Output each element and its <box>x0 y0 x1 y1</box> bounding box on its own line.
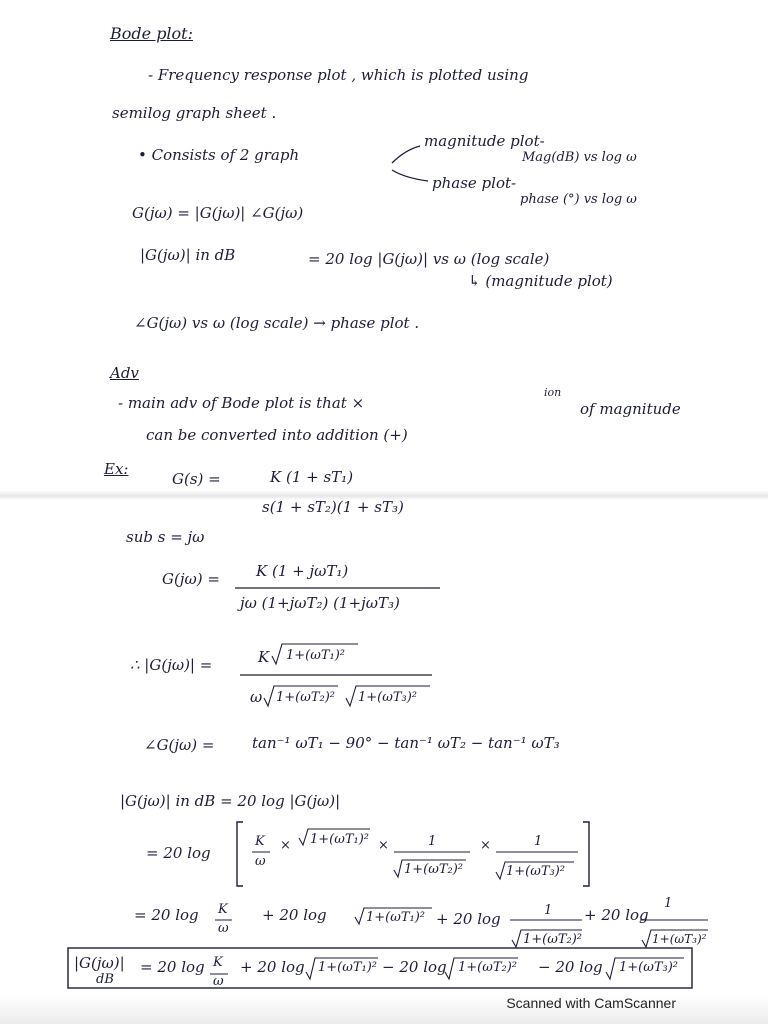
adv-heading: Adv <box>110 364 139 382</box>
sum-k: K <box>218 902 228 917</box>
expand-left: = 20 log <box>146 844 211 862</box>
final-rest-3: − 20 log <box>538 958 603 976</box>
g-polar-form: G(jω) = |G(jω)| ∠G(jω) <box>132 204 304 222</box>
consists-line: • Consists of 2 graph <box>138 146 300 164</box>
expand-denominator-2: 1+(ωT₃)² <box>506 864 566 879</box>
gs-left: G(s) = <box>172 470 221 488</box>
expand-times-1: × <box>280 838 291 853</box>
scanner-watermark: Scanned with CamScanner <box>506 995 676 1011</box>
expand-one-1: 1 <box>428 834 437 849</box>
intro-line-2: semilog graph sheet . <box>112 104 277 122</box>
substitution-line: sub s = jω <box>126 528 205 546</box>
sum-mid: + 20 log <box>262 906 327 924</box>
branch-phase-desc: phase (°) vs log ω <box>520 192 637 207</box>
gjw-left: G(jω) = <box>162 570 220 588</box>
final-db: dB <box>96 972 114 987</box>
sum-denominator-1: 1+(ωT₂)² <box>523 932 583 947</box>
phase-line: ∠G(jω) vs ω (log scale) → phase plot . <box>134 314 420 332</box>
final-k: K <box>213 955 223 970</box>
expand-denominator-1: 1+(ωT₂)² <box>404 862 464 877</box>
example-label: Ex: <box>104 460 129 478</box>
expand-one-2: 1 <box>534 834 543 849</box>
intro-line-1: - Frequency response plot , which is plotted using <box>148 66 529 84</box>
adv-superscript: ion <box>544 386 562 399</box>
mag-db-arrow: ↳ (magnitude plot) <box>468 272 613 290</box>
abs-denominator-w: ω <box>250 688 263 706</box>
branch-phase: phase plot- <box>432 174 517 192</box>
gjw-denominator: jω (1+jωT₂) (1+jωT₃) <box>240 594 400 612</box>
adv-line-1: - main adv of Bode plot is that × <box>118 394 365 412</box>
final-radicand-2: 1+(ωT₂)² <box>458 960 518 975</box>
abs-denominator-radicand-1: 1+(ωT₂)² <box>276 690 336 705</box>
sum-plus-3: + 20 log <box>584 906 649 924</box>
expand-radicand: 1+(ωT₁)² <box>310 832 370 847</box>
final-radicand-3: 1+(ωT₃)² <box>619 960 679 975</box>
gjw-numerator: K (1 + jωT₁) <box>256 562 349 580</box>
branch-magnitude-desc: Mag(dB) vs log ω <box>522 150 637 165</box>
adv-line-1b: of magnitude <box>580 400 681 418</box>
sum-start: = 20 log <box>134 906 199 924</box>
branch-magnitude: magnitude plot- <box>424 132 545 150</box>
expand-w: ω <box>255 854 266 869</box>
final-radicand-1: 1+(ωT₁)² <box>318 960 378 975</box>
gs-denominator: s(1 + sT₂)(1 + sT₃) <box>262 498 404 516</box>
abs-denominator-radicand-2: 1+(ωT₃)² <box>358 690 418 705</box>
abs-left: ∴ |G(jω)| = <box>130 656 213 674</box>
final-eq: = 20 log <box>140 958 205 976</box>
final-rest-1: + 20 log <box>240 958 305 976</box>
abs-numerator-radicand: 1+(ωT₁)² <box>286 648 346 663</box>
mag-db-right: = 20 log |G(jω)| vs ω (log scale) <box>308 250 550 268</box>
final-left: |G(jω)| <box>74 954 125 972</box>
sum-denominator-2: 1+(ωT₃)² <box>652 932 707 946</box>
note-title: Bode plot: <box>110 24 193 43</box>
sum-one-2: 1 <box>664 896 673 911</box>
mag-db-left: |G(jω)| in dB <box>140 246 236 264</box>
final-w: ω <box>213 974 224 989</box>
expand-k: K <box>255 834 265 849</box>
angle-left: ∠G(jω) = <box>144 736 215 754</box>
final-rest-2: − 20 log <box>382 958 447 976</box>
expand-times-2: × <box>378 838 389 853</box>
abs-numerator-k: K <box>258 648 270 666</box>
angle-right: tan⁻¹ ωT₁ − 90° − tan⁻¹ ωT₂ − tan⁻¹ ωT₃ <box>252 734 560 752</box>
db-line: |G(jω)| in dB = 20 log |G(jω)| <box>120 792 341 810</box>
sum-radicand: 1+(ωT₁)² <box>366 910 426 925</box>
sum-w: ω <box>218 921 229 936</box>
adv-line-2: can be converted into addition (+) <box>146 426 408 444</box>
sum-plus-2: + 20 log <box>436 910 501 928</box>
sum-one-1: 1 <box>544 903 553 918</box>
expand-times-3: × <box>480 838 491 853</box>
gs-numerator: K (1 + sT₁) <box>270 468 354 486</box>
